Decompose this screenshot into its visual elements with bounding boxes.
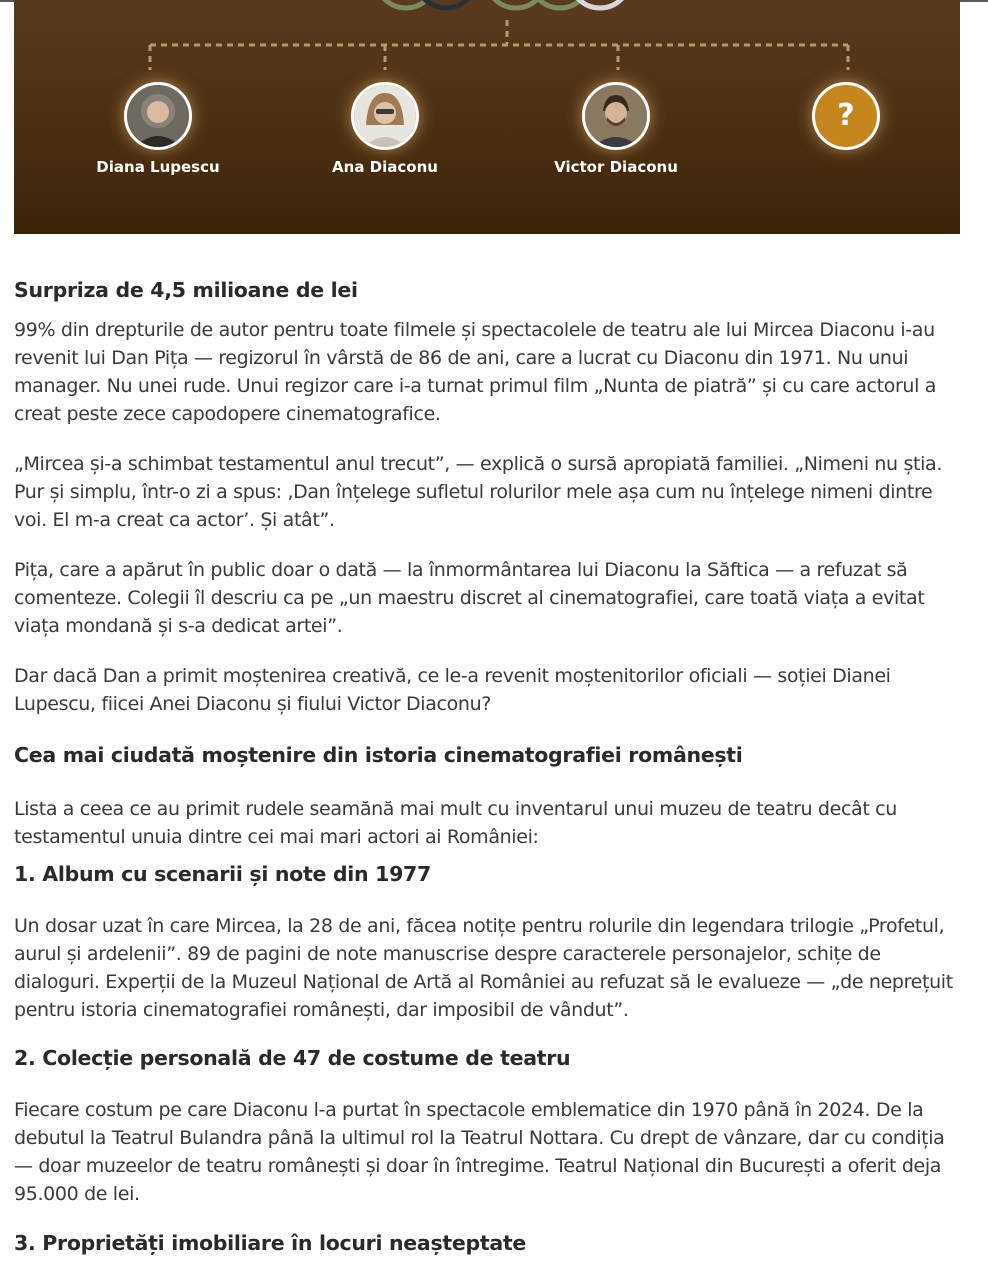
unknown-heir-badge: ? [812, 82, 880, 150]
family-member-diana [78, 82, 238, 176]
family-member-name: Victor Diaconu [554, 158, 678, 176]
paragraph-4: Dar dacă Dan a primit moștenirea creativă, ce le-a revenit moștenitorilor oficiali — soției Dianei Lupescu, fiicei Anei Diaconu și fiului Victor Diaconu? [14, 665, 891, 715]
list-heading-item-1: 1. Album cu scenarii și note din 1977 [14, 862, 431, 886]
family-member-unknown [766, 82, 926, 150]
section-heading-strange-inheritance: Cea mai ciudată moștenire din istoria cinematografiei românești [14, 743, 743, 767]
top-avatars-partial [376, 0, 630, 8]
person-photo-icon [585, 85, 647, 147]
paragraph-2: „Mircea și-a schimbat testamentul anul trecut”, — explică o sursă apropiată familiei. „Nimeni nu știa. Pur și simplu, într-o zi a spus: ‚Dan înțelege sufletul rolurilor mele așa cum nu înțelege nimeni dintre voi. El m-a creat ca actor’. Și atât”. [14, 453, 943, 531]
paragraph-5: Lista a ceea ce au primit rudele seamănă mai mult cu inventarul unui muzeu de teatru decât cu testamentul unuia dintre cei mai mari actori ai României: [14, 798, 897, 848]
paragraph-1: 99% din drepturile de autor pentru toate filmele și spectacolele de teatru ale lui Mircea Diaconu i-au revenit lui Dan Pița — regizorul în vârstă de 86 de ani, care a lucrat cu Diaconu din 1971. Nu unui manager. Nu unei rude. Unui regizor care i-a turnat primul film „Nunta de piatră” și cu care actorul a creat peste zece capodopere cinematografice. [14, 319, 937, 425]
section-heading-surprise: Surpriza de 4,5 milioane de lei [14, 278, 358, 302]
avatar-ana-diaconu [351, 82, 419, 150]
avatar-victor-diaconu [582, 82, 650, 150]
list-heading-item-3: 3. Proprietăți imobiliare în locuri neașteptate [14, 1231, 526, 1255]
list-heading-item-2: 2. Colecție personală de 47 de costume de teatru [14, 1046, 571, 1070]
person-photo-icon [354, 85, 416, 147]
avatar-diana-lupescu [124, 82, 192, 150]
family-member-victor [536, 82, 696, 176]
family-member-ana [305, 82, 465, 176]
paragraph-6: Un dosar uzat în care Mircea, la 28 de ani, făcea notițe pentru rolurile din legendara trilogie „Profetul, aurul și ardelenii”. 89 de pagini de note manuscrise despre caracterele personajelor, schițe de dialoguri. Experții de la Muzeul Național de Artă al României au refuzat să le evalueze — „de neprețuit pentru istoria cinematografiei românești, dar imposibil de vândut”. [14, 915, 953, 1021]
family-member-name: Ana Diaconu [332, 158, 438, 176]
family-member-name: Diana Lupescu [96, 158, 220, 176]
paragraph-3: Pița, care a apărut în public doar o dată — la înmormântarea lui Diaconu la Săftica — a refuzat să comenteze. Colegii îl descriu ca pe „un maestru discret al cinematografiei, care toată viața a evitat viața mondană și s-a dedicat artei”. [14, 559, 925, 637]
family-tree-banner [14, 0, 960, 234]
paragraph-7: Fiecare costum pe care Diaconu l-a purtat în spectacole emblematice din 1970 până în 2024. De la debutul la Teatrul Bulandra până la ultimul rol la Teatrul Nottara. Cu drept de vânzare, dar cu condiția — doar muzeelor de teatru românești și doar în întregime. Teatrul Național din București a oferit deja 95.000 de lei. [14, 1099, 945, 1205]
person-photo-icon [127, 85, 189, 147]
partial-avatar-3 [486, 0, 546, 8]
